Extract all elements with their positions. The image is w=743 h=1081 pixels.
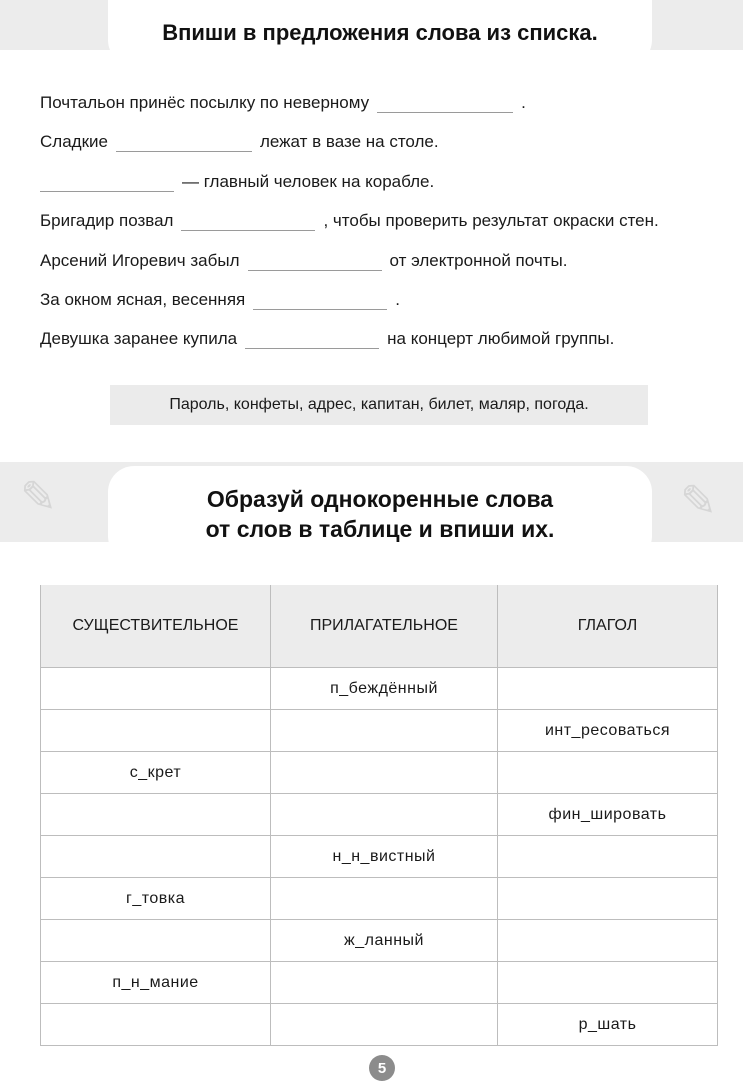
table-header-row [41, 585, 718, 668]
pencil-decoration-icon: ✎ [680, 476, 717, 527]
table-cell[interactable] [498, 920, 718, 962]
word-list-box [110, 385, 648, 425]
column-header-verb: ГЛАГОЛ [498, 585, 718, 668]
table-cell[interactable]: г_товка [41, 878, 271, 920]
table-cell[interactable]: н_н_вистный [271, 836, 498, 878]
blank-line[interactable] [377, 100, 513, 113]
section-title-fill-words [108, 0, 652, 66]
blank-line[interactable] [248, 258, 382, 271]
table-row [41, 710, 718, 752]
table-cell[interactable] [271, 1004, 498, 1046]
table-cell[interactable] [41, 794, 271, 836]
section-title-line-2: от слов в таблице и впиши их. [205, 516, 555, 542]
table-cell[interactable] [498, 668, 718, 710]
table-row [41, 920, 718, 962]
table-row [41, 794, 718, 836]
table-cell[interactable] [41, 1004, 271, 1046]
table-cell[interactable]: с_крет [41, 752, 271, 794]
table-row [41, 1004, 718, 1046]
table-row [41, 962, 718, 1004]
word-forms-table [40, 585, 718, 1046]
section-title-text: Впиши в предложения слова из списка. [162, 20, 598, 45]
table-row [41, 752, 718, 794]
table-row [41, 668, 718, 710]
table-cell[interactable] [41, 836, 271, 878]
pencil-decoration-icon: ✎ [20, 472, 57, 523]
sentence-6: За окном ясная, весенняя . [40, 290, 400, 309]
table-cell[interactable] [41, 668, 271, 710]
page-number-badge [369, 1055, 395, 1081]
sentence-5: Арсений Игоревич забыл от электронной почты. [40, 251, 568, 270]
blank-line[interactable] [181, 218, 315, 231]
section-title-line-1: Образуй однокоренные слова [206, 486, 554, 512]
table-row [41, 878, 718, 920]
sentence-3: — главный человек на корабле. [40, 170, 434, 192]
table-cell[interactable] [498, 878, 718, 920]
column-header-noun: СУЩЕСТВИТЕЛЬНОЕ [41, 585, 271, 668]
table-cell[interactable] [271, 878, 498, 920]
table-row [41, 836, 718, 878]
table-cell[interactable] [41, 920, 271, 962]
table-cell[interactable] [498, 836, 718, 878]
blank-line[interactable] [116, 139, 252, 152]
word-list-text: Пароль, конфеты, адрес, капитан, билет, маляр, погода. [169, 396, 589, 413]
sentence-2: Сладкие лежат в вазе на столе. [40, 132, 439, 151]
table-cell[interactable] [271, 710, 498, 752]
table-cell[interactable]: п_н_мание [41, 962, 271, 1004]
table-cell[interactable] [271, 794, 498, 836]
table-cell[interactable]: п_беждённый [271, 668, 498, 710]
table-cell[interactable]: фин_шировать [498, 794, 718, 836]
table-cell[interactable] [498, 752, 718, 794]
blank-line[interactable] [245, 336, 379, 349]
table-cell[interactable]: р_шать [498, 1004, 718, 1046]
column-header-adjective: ПРИЛАГАТЕЛЬНОЕ [271, 585, 498, 668]
sentence-4: Бригадир позвал , чтобы проверить результат окраски стен. [40, 211, 659, 230]
blank-line[interactable] [40, 179, 174, 192]
table-cell[interactable] [271, 962, 498, 1004]
table-cell[interactable] [498, 962, 718, 1004]
section-title-related-words [108, 466, 652, 562]
table-cell[interactable]: инт_ресоваться [498, 710, 718, 752]
page-number: 5 [377, 1059, 387, 1077]
blank-line[interactable] [253, 297, 387, 310]
table-cell[interactable]: ж_ланный [271, 920, 498, 962]
table-cell[interactable] [41, 710, 271, 752]
sentence-1: Почтальон принёс посылку по неверному . [40, 93, 526, 112]
table-cell[interactable] [271, 752, 498, 794]
sentence-7: Девушка заранее купила на концерт любимой группы. [40, 329, 615, 348]
